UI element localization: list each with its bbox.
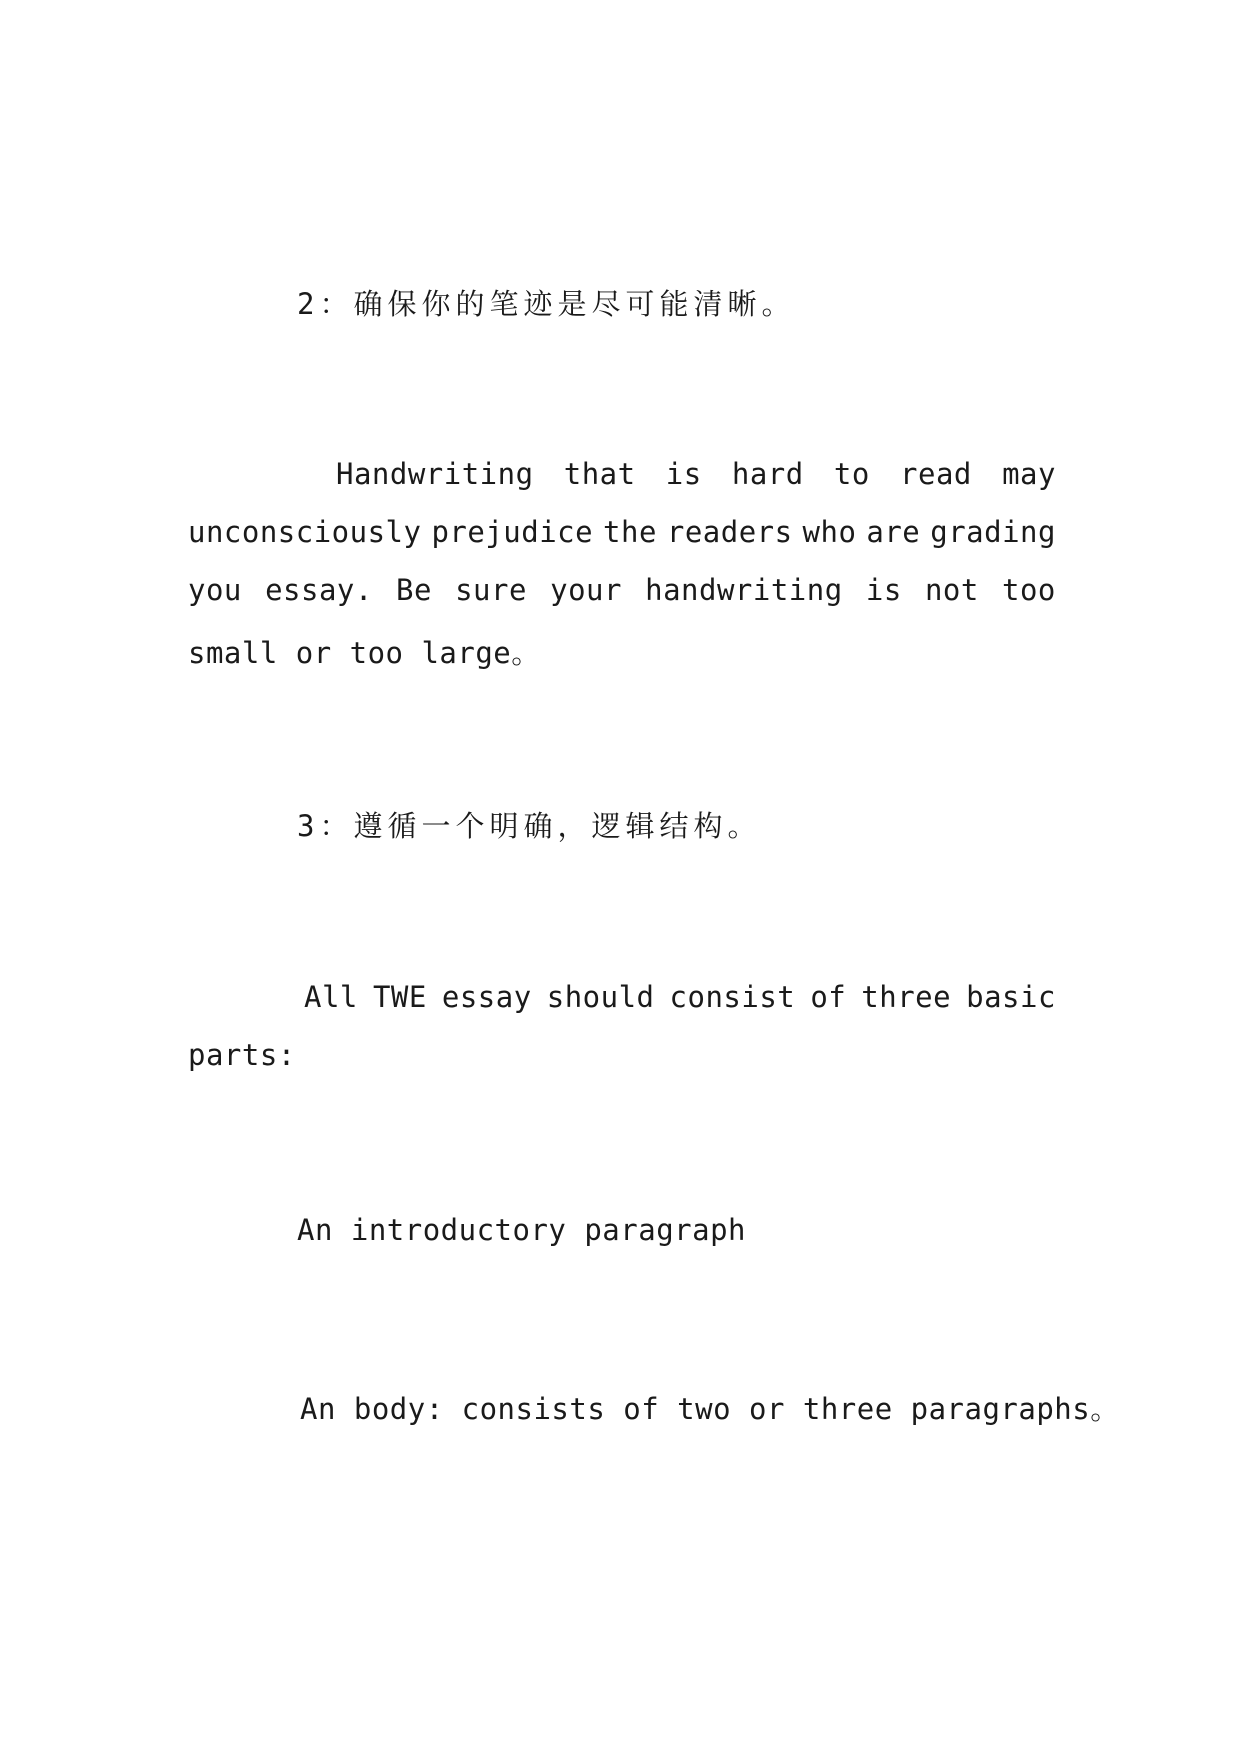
word: to — [833, 457, 870, 491]
word: hard — [731, 457, 804, 491]
paragraph-line — [188, 573, 1056, 607]
word: that — [563, 457, 636, 491]
word: you — [188, 573, 242, 607]
word: essay. — [265, 573, 373, 607]
word: three — [861, 980, 952, 1014]
item-introductory-paragraph: An introductory paragraph — [297, 1213, 746, 1247]
paragraph-twe — [188, 980, 1056, 1100]
word: prejudice — [431, 515, 594, 549]
word: should — [546, 980, 655, 1014]
paragraph-line — [336, 457, 1056, 491]
word: who — [802, 515, 857, 549]
word: essay — [441, 980, 532, 1014]
word: handwriting — [645, 573, 843, 607]
word: basic — [966, 980, 1056, 1014]
heading-2: 2：确保你的笔迹是尽可能清晰。 — [297, 287, 796, 321]
word: not — [924, 573, 979, 607]
word: sure — [455, 573, 527, 607]
word: may — [1002, 457, 1056, 491]
word: unconsciously — [188, 515, 422, 549]
word: Handwriting — [336, 457, 534, 491]
word: of — [810, 980, 847, 1014]
paragraph-handwriting — [188, 457, 1056, 697]
word: your — [550, 573, 622, 607]
word: TWE — [372, 980, 427, 1014]
word: too — [1002, 573, 1056, 607]
paragraph-line: small or too large。 — [188, 636, 541, 670]
word: is — [665, 457, 702, 491]
word: grading — [930, 515, 1056, 549]
paragraph-line — [188, 515, 1056, 549]
word: read — [900, 457, 972, 491]
word: are — [866, 515, 921, 549]
word: All — [304, 980, 358, 1014]
word: readers — [666, 515, 793, 549]
word: the — [603, 515, 657, 549]
word: consist — [669, 980, 796, 1014]
word: Be — [396, 573, 432, 607]
heading-3: 3：遵循一个明确，逻辑结构。 — [297, 809, 762, 843]
paragraph-line — [304, 980, 1056, 1014]
word: is — [865, 573, 902, 607]
paragraph-line: parts: — [188, 1038, 296, 1072]
item-body-paragraphs: An body: consists of two or three paragraphs。 — [300, 1392, 1120, 1426]
